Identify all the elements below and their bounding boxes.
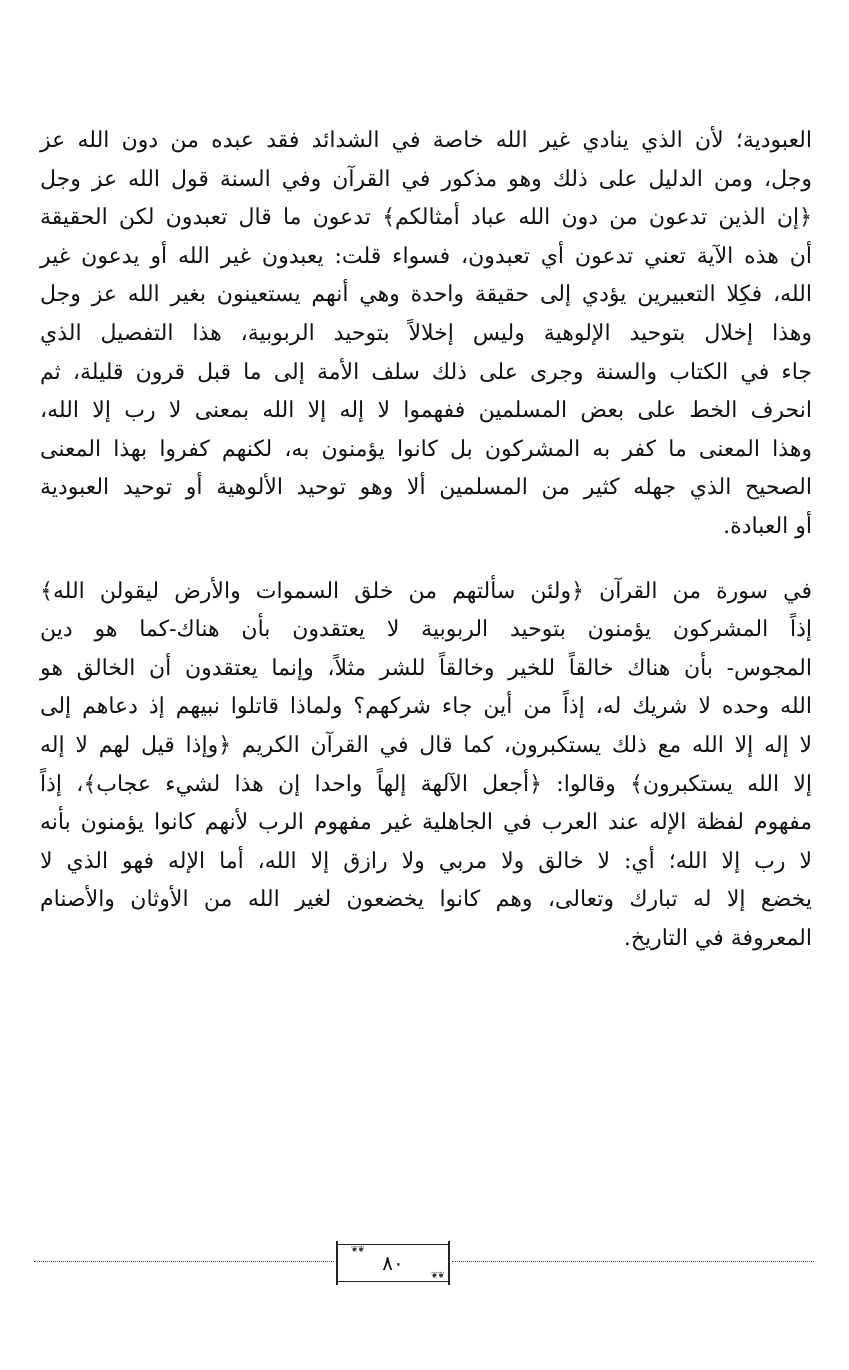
text-line: انحرف الخط على بعض المسلمين ففهموا لا إله إلا الله بمعنى لا رب إلا الله، [40,398,812,424]
text-line: الصحيح الذي جهله كثير من المسلمين ألا وهو توحيد الألوهية أو توحيد العبودية [40,475,812,501]
dotted-rule-right [452,1261,814,1262]
text-line: الله وحده لا شريك له، إذاً من أين جاء شركهم؟ ولماذا قاتلوا نبيهم إذ دعاهم إلى [40,694,812,720]
text-line: يخضع إلا له تبارك وتعالى، وهم كانوا يخضعون لغير الله من الأوثان والأصنام [40,887,812,913]
text-line: العبودية؛ لأن الذي ينادي غير الله خاصة في الشدائد فقد عبده من دون الله عز [40,128,812,153]
text-line: ﴿إن الذين تدعون من دون الله عباد أمثالكم﴾ تدعون ما قال تعبدون لكن الحقيقة [40,205,812,231]
frame-side-right [448,1241,450,1285]
text-line: وهذا المعنى ما كفر به المشركون بل كانوا يؤمنون به، لكنهم كفروا بهذا المعنى [40,436,812,462]
text-line: إلا الله يستكبرون﴾ وقالوا: ﴿أجعل الآلهة إلهاً واحدا إن هذا لشيء عجاب﴾، إذاً [40,771,812,797]
text-line: الله، فكِلا التعبيرين يؤدي إلى حقيقة واحدة وهي أنهم يستعينون بغير الله عز وجل [40,282,812,308]
text-line: لا رب إلا الله؛ أي: لا خالق ولا مربي ولا رازق إلا الله، أما الإله فهو الذي لا [40,848,812,874]
text-line: المجوس- بأن هناك خالقاً للخير وخالقاً للشر مثلاً، وإنما يعتقدون أن الخالق هو [40,655,812,681]
text-line: المعروفة في التاريخ. [623,925,812,951]
text-line: في سورة من القرآن ﴿ولئن سألتهم من خلق السموات والأرض ليقولن الله﴾ [40,578,812,604]
text-line: أو العبادة. [723,513,812,539]
paragraph-2 [40,573,812,959]
dotted-rule-left [34,1261,334,1262]
text-line: جاء في الكتاب والسنة وجرى على ذلك سلف الأمة إلى ما قبل قرون قليلة، ثم [40,359,812,385]
text-line: مفهوم لفظة الإله عند العرب في الجاهلية غير مفهوم الرب لأنهم كانوا يؤمنون بأنه [40,810,812,836]
text-line: أن هذه الآية تعني تدعون أي تعبدون، فسواء قلت: يعبدون غير الله أو يدعون غير [40,243,812,269]
ornament-icon: ❦❦ [430,1271,444,1281]
text-line: وجل، ومن الدليل على ذلك وهو مذكور في القرآن وفي السنة قول الله عز وجل [40,166,812,192]
text-line: لا إله إلا الله مع ذلك يستكبرون، كما قال في القرآن الكريم ﴿وإذا قيل لهم لا إله [40,732,812,758]
page-footer [0,1240,849,1290]
text-line: إذاً المشركون يؤمنون بتوحيد الربوبية لا يعتقدون بأن هناك-كما هو دين [40,617,812,643]
page-number-frame [338,1244,448,1282]
page-number: ٨٠ [382,1251,404,1275]
text-line: وهذا إخلال بتوحيد الإلوهية وليس إخلالاً بتوحيد الربوبية، هذا التفصيل الذي [40,320,812,346]
paragraph-1 [40,122,812,547]
page-body [40,122,812,958]
ornament-icon: ❦❦ [350,1245,364,1255]
